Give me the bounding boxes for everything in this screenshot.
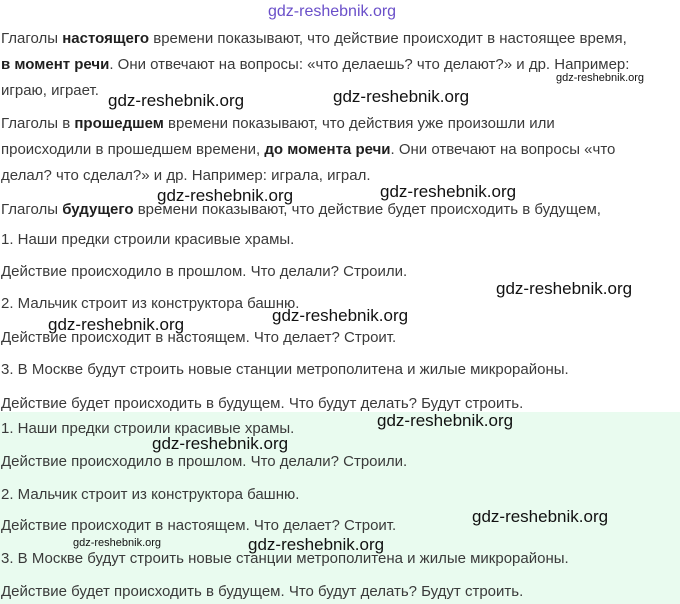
paragraph-future-line-1: Глаголы будущего времени показывают, что действие будет происходить в будущем,	[1, 201, 601, 218]
watermark: gdz-reshebnik.org	[556, 72, 645, 84]
watermark: gdz-reshebnik.org	[380, 182, 517, 201]
task-sentence-1: 1. Наши предки строили красивые храмы.	[1, 231, 295, 248]
task-answer-2: Действие происходит в настоящем. Что делает? Строит.	[1, 329, 397, 346]
task-answer-3: Действие будет происходить в будущем. Что будут делать? Будут строить.	[1, 395, 524, 412]
paragraph-past-line-2: происходили в прошедшем времени, до момента речи. Они отвечают на вопросы «что	[1, 141, 616, 158]
paragraph-past-line-3: делал? что сделал?» и др. Например: играла, играл.	[1, 167, 371, 184]
watermark: gdz-reshebnik.org	[48, 315, 185, 334]
answer-text-3: Действие будет происходить в будущем. Что будут делать? Будут строить.	[1, 583, 524, 600]
answer-text-1: Действие происходило в прошлом. Что делали? Строили.	[1, 453, 408, 470]
task-sentence-3: 3. В Москве будут строить новые станции метрополитена и жилые микрорайоны.	[1, 361, 569, 378]
answer-text-2: Действие происходит в настоящем. Что делает? Строит.	[1, 517, 397, 534]
paragraph-present-line-3: играю, играет.	[1, 82, 99, 99]
watermark: gdz-reshebnik.org	[377, 411, 514, 430]
watermark: gdz-reshebnik.org	[268, 3, 397, 20]
paragraph-present-line-2: в момент речи. Они отвечают на вопросы: «что делаешь? что делают?» и др. Например:	[1, 56, 630, 73]
watermark: gdz-reshebnik.org	[272, 306, 409, 325]
task-answer-1: Действие происходило в прошлом. Что делали? Строили.	[1, 263, 408, 280]
task-sentence-2: 2. Мальчик строит из конструктора башню.	[1, 295, 300, 312]
answer-sentence-3: 3. В Москве будут строить новые станции метрополитена и жилые микрорайоны.	[1, 550, 569, 567]
watermark: gdz-reshebnik.org	[152, 434, 289, 453]
answer-sentence-2: 2. Мальчик строит из конструктора башню.	[1, 486, 300, 503]
paragraph-present-line-1: Глаголы настоящего времени показывают, что действие происходит в настоящее время,	[1, 30, 627, 47]
watermark: gdz-reshebnik.org	[157, 186, 294, 205]
watermark: gdz-reshebnik.org	[333, 87, 470, 106]
answer-sentence-1: 1. Наши предки строили красивые храмы.	[1, 420, 295, 437]
watermark: gdz-reshebnik.org	[472, 507, 609, 526]
watermark: gdz-reshebnik.org	[496, 279, 633, 298]
watermark: gdz-reshebnik.org	[73, 537, 162, 549]
paragraph-past-line-1: Глаголы в прошедшем времени показывают, что действия уже произошли или	[1, 115, 555, 132]
watermark: gdz-reshebnik.org	[108, 91, 245, 110]
watermark: gdz-reshebnik.org	[248, 535, 385, 554]
